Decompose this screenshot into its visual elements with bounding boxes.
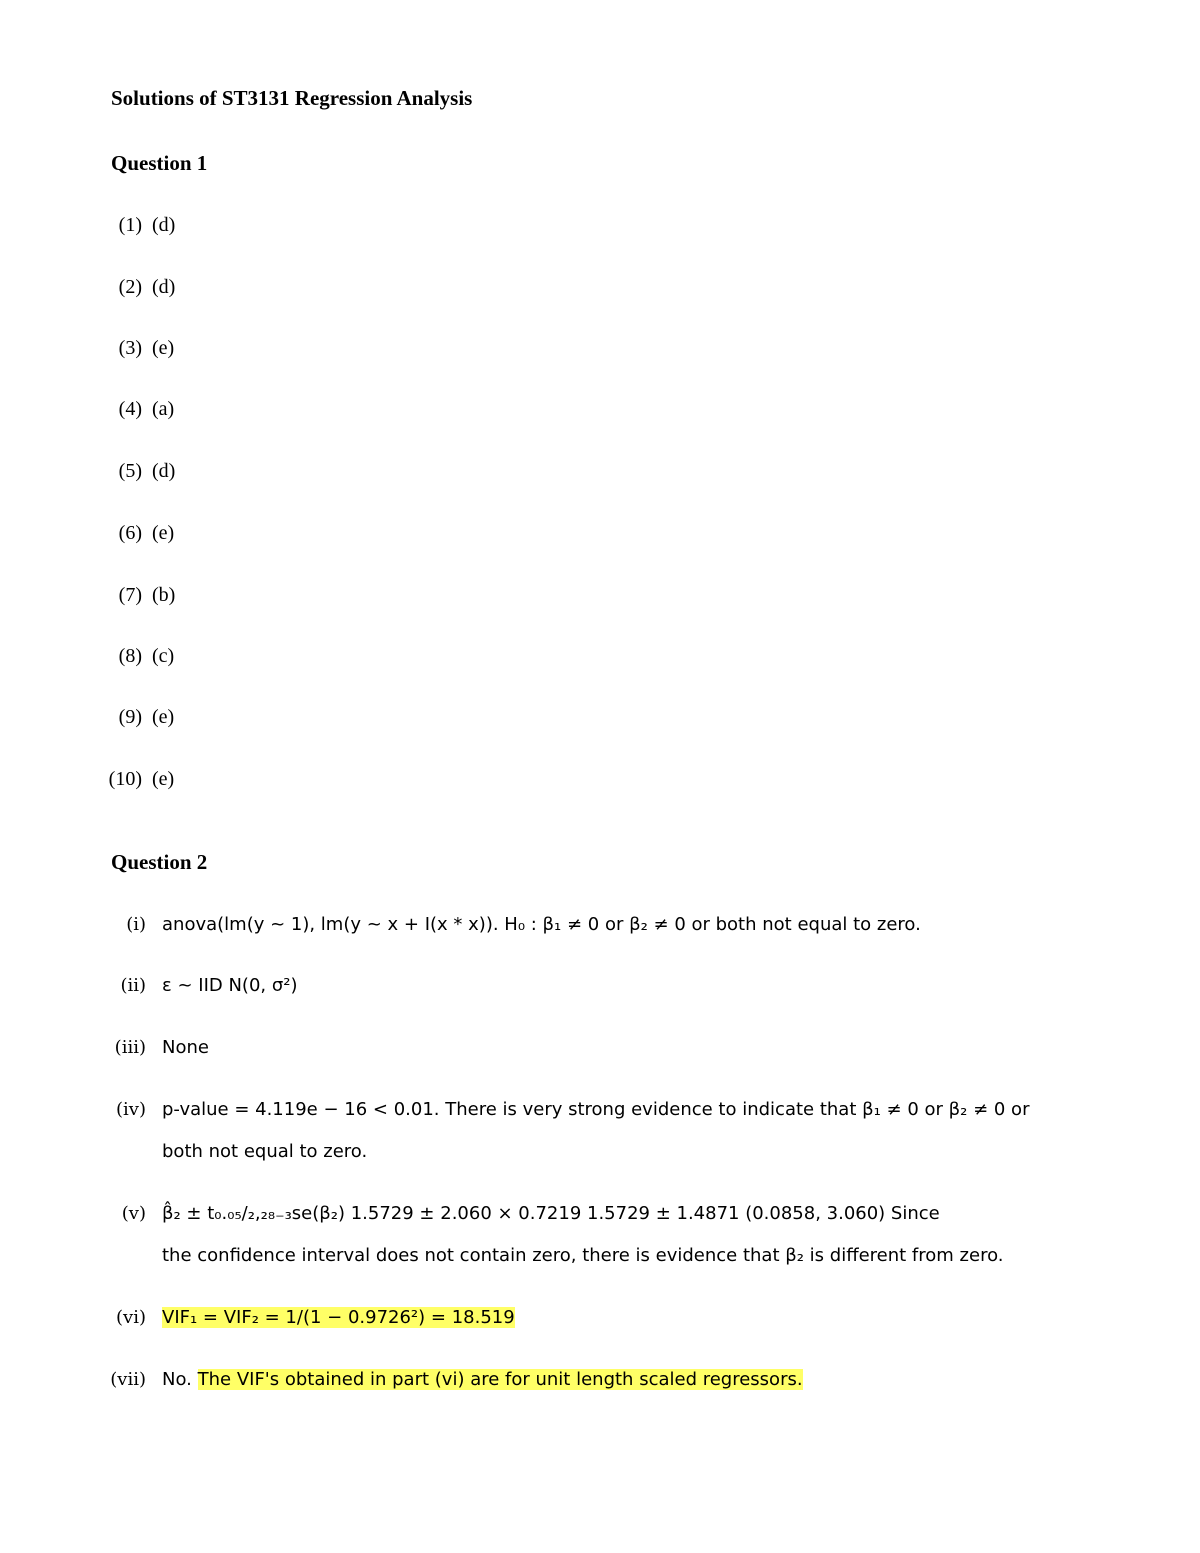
part-label: (v) [121,1203,146,1224]
answer-letter: (e) [152,706,175,728]
answer-letter: (d) [152,214,176,236]
answer-row [98,337,174,360]
answer-letter: (d) [152,276,176,298]
part-text: β̂₂ ± t₀.₀₅/₂,₂₈₋₃se(β₂) 1.5729 ± 2.060 × 0.7219 1.5729 ± 1.4871 (0.0858, 3.060) Since [162,1203,940,1224]
answer-number: (7) [118,584,142,606]
answer-row [98,398,174,421]
part-text: anova(lm(y ~ 1), lm(y ~ x + I(x * x)). H₀ : β₁ ≠ 0 or β₂ ≠ 0 or both not equal to zero. [162,914,921,935]
answer-number: (2) [118,276,142,298]
answer-number: (3) [118,337,142,359]
part-text-plain: No. [162,1369,192,1390]
part-label: (i) [126,914,146,935]
answer-number: (8) [118,645,142,667]
question-2-heading: Question 2 [111,850,208,874]
answer-row [98,706,174,729]
answer-number: (1) [118,214,142,236]
part-label: (iii) [114,1037,146,1058]
answer-letter: (c) [152,645,175,667]
question-1-heading: Question 1 [111,151,208,175]
answer-number: (5) [118,460,142,482]
part-text: p-value = 4.119e − 16 < 0.01. There is very strong evidence to indicate that β₁ ≠ 0 or β₂ ≠ 0 or [162,1099,1030,1120]
part-text [162,1369,803,1390]
part-text-continued: the confidence interval does not contain zero, there is evidence that β₂ is different from zero. [162,1245,1004,1266]
part-text: ε ~ IID N(0, σ²) [162,975,298,996]
part-text-highlighted: VIF₁ = VIF₂ = 1/(1 − 0.9726²) = 18.519 [162,1307,515,1328]
answer-row [98,645,174,668]
answer-letter: (a) [152,398,175,420]
part-label: (ii) [120,975,146,996]
document-title: Solutions of ST3131 Regression Analysis [111,86,473,110]
answer-number: (4) [118,398,142,420]
answer-letter: (e) [152,768,175,790]
part-label: (vii) [110,1369,146,1390]
part-text-continued: both not equal to zero. [162,1141,368,1162]
answer-number: (9) [118,706,142,728]
answer-number: (6) [118,522,142,544]
answer-row [98,584,175,607]
answer-letter: (d) [152,460,176,482]
part-label: (iv) [116,1099,146,1120]
answer-row [98,768,174,791]
answer-number: (10) [108,768,142,790]
answer-row [98,214,175,237]
answer-row [98,522,174,545]
answer-letter: (e) [152,522,175,544]
answer-letter: (e) [152,337,175,359]
answer-row [98,276,175,299]
part-text-highlighted: The VIF's obtained in part (vi) are for unit length scaled regressors. [197,1369,803,1390]
answer-letter: (b) [152,584,176,606]
part-label: (vi) [116,1307,146,1328]
part-text: None [162,1037,209,1058]
answer-row [98,460,175,483]
